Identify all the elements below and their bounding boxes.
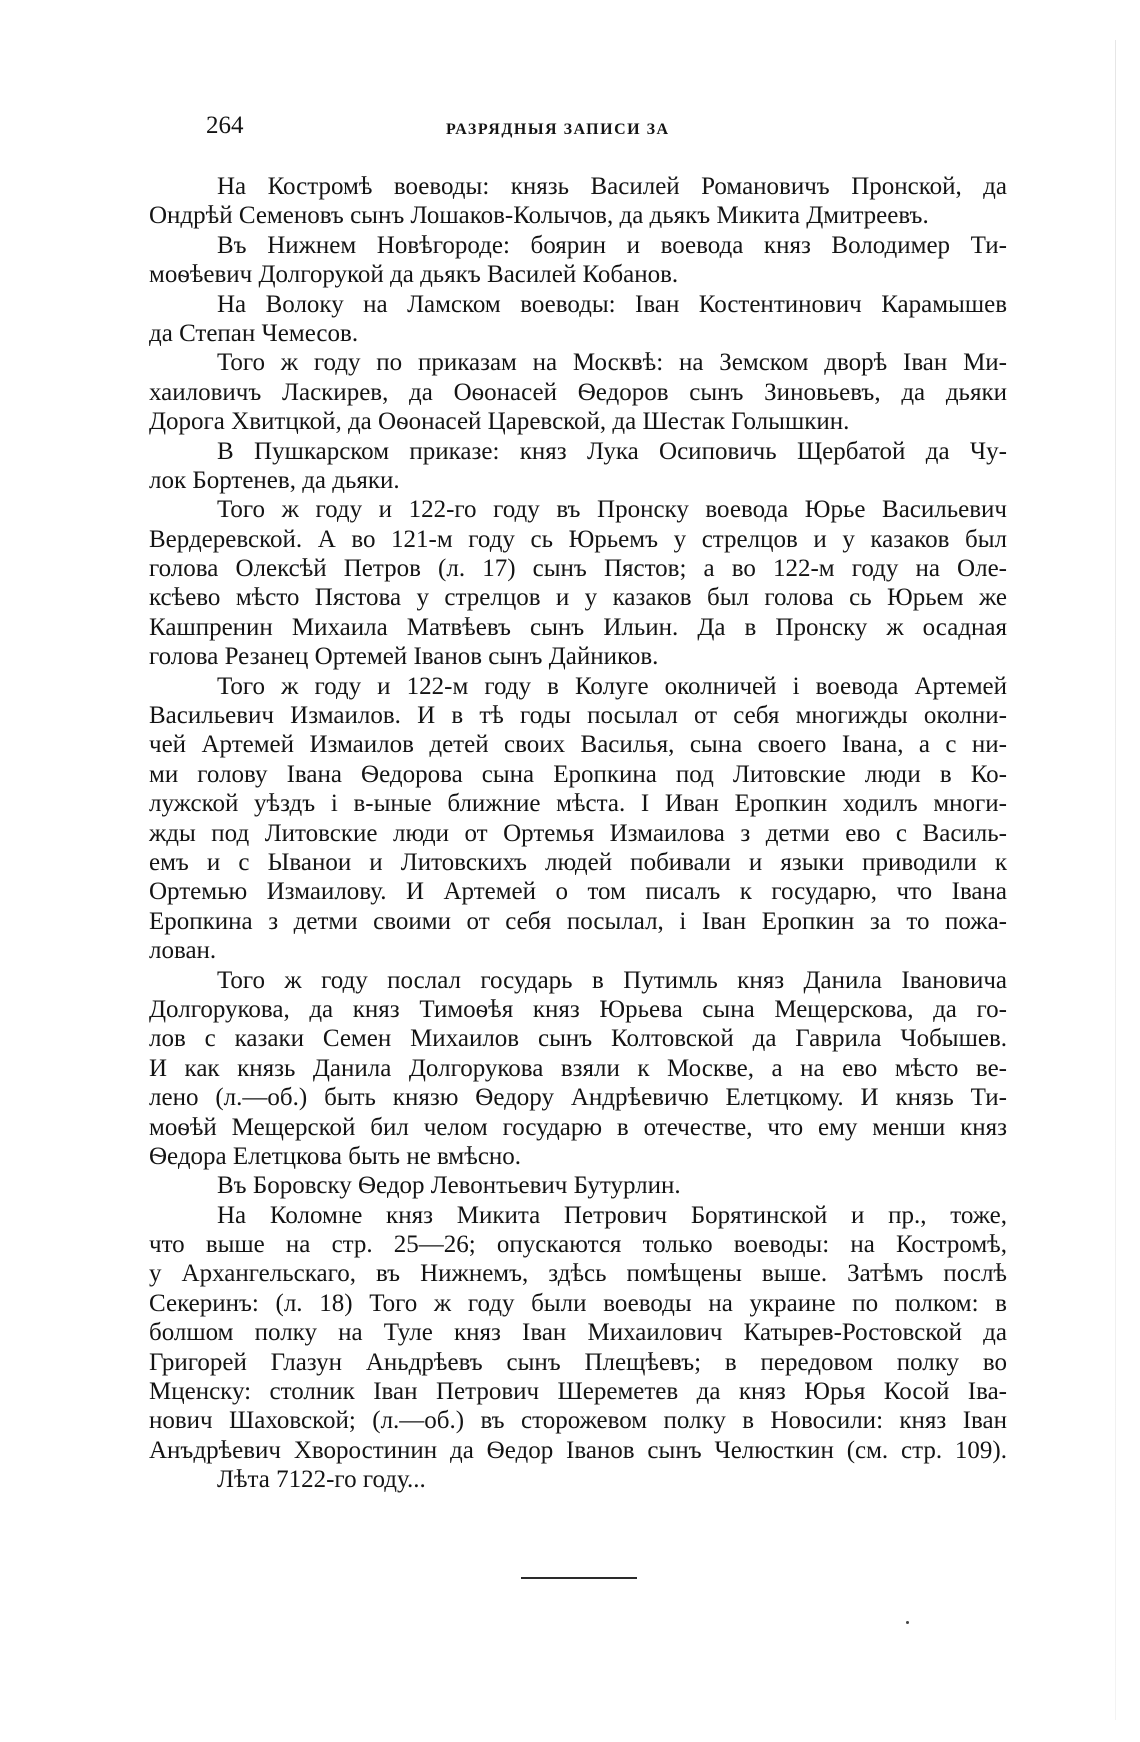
text-line: Того ж году и 122-м году в Колуге околничей і воевода Артемей: [217, 672, 1007, 700]
text-line: Ѳедора Елетцкова быть не вмѣсно.: [149, 1142, 522, 1170]
text-line: жды под Литовские люди от Ортемья Измаилова з детми ево с Василь-: [149, 819, 1007, 847]
text-line: Лѣта 7122-го году...: [217, 1466, 426, 1494]
text-line: Вердеревской. А во 121-м году сь Юрьемъ у стрелцов и у казаков был: [149, 525, 1007, 553]
text-line: На Волоку на Ламском воеводы: Іван Костентинович Карамышев: [217, 290, 1007, 318]
text-line: Дорога Хвитцкой, да Оѳонасей Царевской, да Шестак Голышкин.: [149, 408, 850, 436]
text-line: В Пушкарском приказе: княз Лука Осиповичь Щербатой да Чу-: [217, 437, 1007, 465]
end-rule: [521, 1577, 637, 1579]
text-line: нович Шаховской; (л.—об.) въ сторожевом полку в Новосили: княз Іван: [149, 1407, 1007, 1435]
text-line: голова Олексѣй Петров (л. 17) сынъ Пястов; а во 122-м году на Оле-: [149, 555, 1007, 583]
text-line: ксѣево мѣсто Пястова у стрелцов и у казаков был голова сь Юрьем же: [149, 584, 1007, 612]
text-line: лов с казаки Семен Михаилов сынъ Колтовской да Гаврила Чобышев.: [149, 1025, 1007, 1053]
page-number: 264: [206, 112, 244, 139]
text-line: Въ Нижнем Новѣгороде: боярин и воевода княз Володимер Ти-: [217, 231, 1007, 259]
text-line: моѳѣй Мещерской бил челом государю в отечестве, что ему менши княз: [149, 1113, 1007, 1141]
text-line: Григорей Глазун Аньдрѣевъ сынъ Плещѣевъ; в передовом полку во: [149, 1348, 1007, 1376]
text-line: Секеринъ: (л. 18) Того ж году были воеводы на украине по полком: в: [149, 1289, 1007, 1317]
text-line: лок Бортенев, да дьяки.: [149, 466, 400, 494]
text-line: Кашпренин Михаила Матвѣевъ сынъ Ильин. Да в Пронску ж осадная: [149, 613, 1007, 641]
text-line: Въ Боровску Ѳедор Левонтьевич Бутурлин.: [217, 1172, 681, 1200]
text-line: Анъдрѣевич Хворостинин да Ѳедор Іванов сынъ Челюсткин (см. стр. 109).: [149, 1436, 1007, 1464]
text-line: Того ж году и 122-го году въ Пронску воевода Юрье Васильевич: [217, 496, 1007, 524]
text-line: хаиловичъ Ласкирев, да Оѳонасей Ѳедоров сынъ Зиновьевъ, да дьяки: [149, 378, 1007, 406]
text-line: Мценску: столник Іван Петрович Шереметев да княз Юрья Косой Іва-: [149, 1378, 1007, 1406]
text-line: болшом полку на Туле княз Іван Михаилович Катырев-Ростовской да: [149, 1319, 1007, 1347]
text-line: лужской уѣздъ і в-ыные ближние мѣста. І Иван Еропкин ходилъ многи-: [149, 790, 1007, 818]
text-line: На Костромѣ воеводы: князь Василей Романовичъ Пронской, да: [217, 173, 1007, 200]
text-line: Ондрѣй Семеновъ сынъ Лошаков-Колычов, да дьякъ Микита Дмитреевъ.: [149, 202, 929, 230]
text-line: Того ж году послал государь в Путимль княз Данила Івановича: [217, 966, 1007, 994]
scan-speck: [906, 1621, 909, 1624]
text-line: ми голову Івана Ѳедорова сына Еропкина под Литовские люди в Ко-: [149, 760, 1007, 788]
text-line: чей Артемей Измаилов детей своих Василья, сына своего Івана, а с ни-: [149, 731, 1007, 759]
text-line: моѳѣевич Долгорукой да дьякъ Василей Кобанов.: [149, 261, 679, 289]
text-line: лено (л.—об.) быть князю Ѳедору Андрѣевичю Елетцкому. И князь Ти-: [149, 1084, 1007, 1112]
text-line: голова Резанец Ортемей Іванов сынъ Дайников.: [149, 643, 659, 671]
text-line: емъ и с Ыванои и Литовскихъ людей побивали и языки приводили к: [149, 848, 1007, 876]
text-line: да Степан Чемесов.: [149, 319, 359, 347]
text-line: Того ж году по приказам на Москвѣ: на Земском дворѣ Іван Ми-: [217, 349, 1007, 377]
text-line: На Коломне княз Микита Петрович Борятинской и пр., тоже,: [217, 1201, 1007, 1229]
text-line: Васильевич Измаилов. И в тѣ годы посылал от себя многижды околни-: [149, 702, 1007, 730]
text-line: у Архангельскаго, въ Нижнемъ, здѣсь помѣщены выше. Затѣмъ послѣ: [149, 1260, 1007, 1288]
page-header: [206, 112, 1006, 152]
text-line: И как князь Данила Долгорукова взяли к Москве, а на ево мѣсто ве-: [149, 1054, 1007, 1082]
text-line: Еропкина з детми своими от себя посылал, і Іван Еропкин за то пожа-: [149, 907, 1007, 935]
text-line: Ортемью Измаилову. И Артемей о том писалъ к государю, что Івана: [149, 878, 1007, 906]
text-line: лован.: [149, 937, 217, 965]
scan-edge-line: [1115, 40, 1116, 1720]
text-line: Долгорукова, да княз Тимоѳѣя княз Юрьева сына Мещерскова, да го-: [149, 995, 1007, 1023]
body-text: [149, 172, 1007, 1495]
running-head: РАЗРЯДНЫЯ ЗАПИСИ ЗА: [446, 121, 670, 138]
text-line: что выше на стр. 25—26; опускаются только воеводы: на Костромѣ,: [149, 1231, 1007, 1259]
